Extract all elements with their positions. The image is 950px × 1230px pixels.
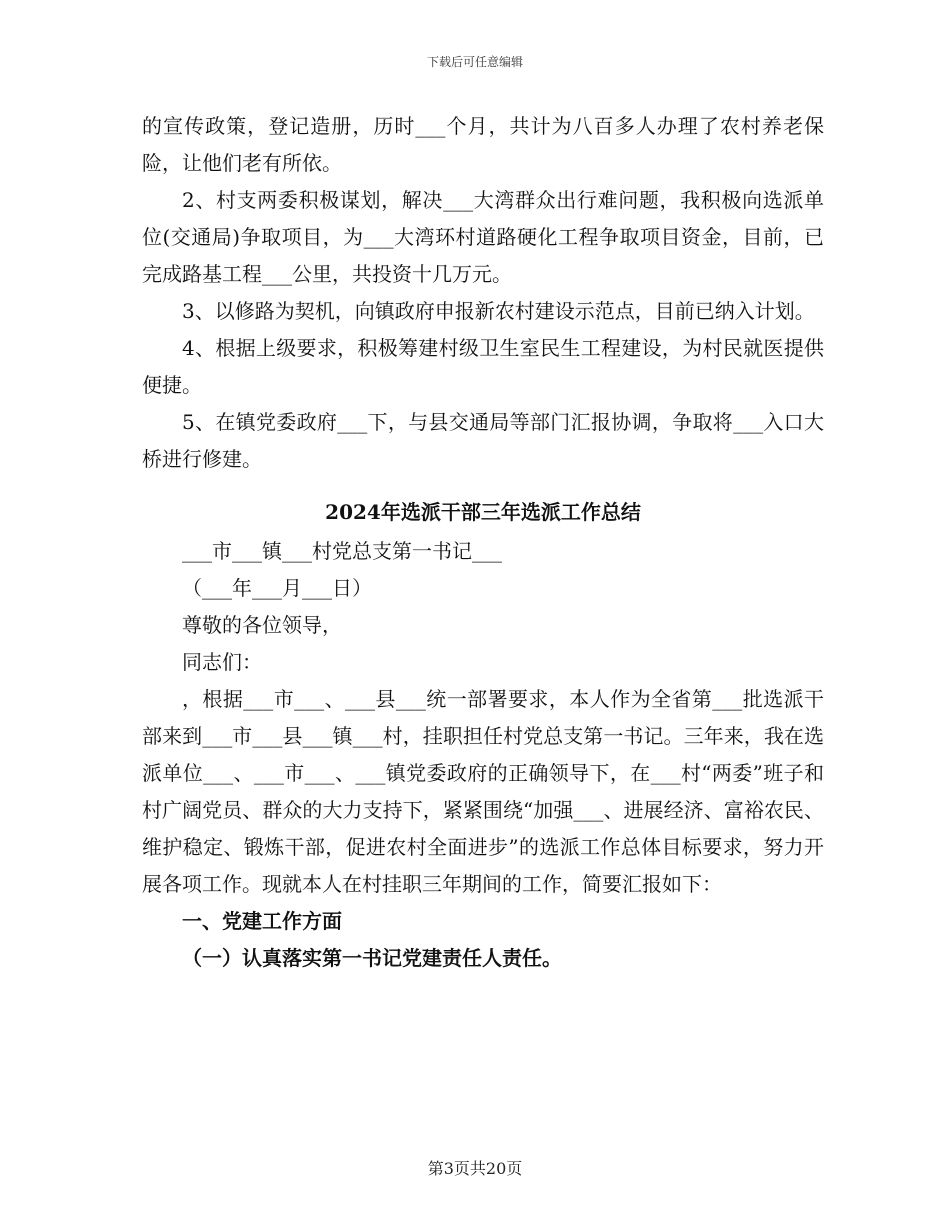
page-number: 第3页共20页: [427, 1159, 523, 1178]
heading-party-building: 一、党建工作方面: [182, 909, 342, 933]
paragraph-continuation: 的宣传政策，登记造册，历时___个月，共计为八百多人办理了农村养老保险，让他们老有所依。: [142, 114, 824, 175]
section-title: 2024年选派干部三年选派工作总结: [325, 500, 641, 524]
date-line: （___年___月___日）: [182, 576, 372, 600]
document-body: [142, 108, 824, 977]
salutation-comrades: 同志们：: [182, 650, 262, 674]
paragraph-item-2: 2、村支两委积极谋划，解决___大湾群众出行难问题，我积极向选派单位(交通局)争取项目，为___大湾环村道路硬化工程争取项目资金，目前，已完成路基工程___公里，共投资十几万元。: [142, 188, 824, 286]
page-header: 下载后可任意编辑: [426, 55, 523, 69]
paragraph-item-5: 5、在镇党委政府___下，与县交通局等部门汇报协调，争取将___入口大桥进行修建。: [142, 410, 824, 471]
salutation-leaders: 尊敬的各位领导，: [182, 613, 342, 637]
subheading-responsibility: （一）认真落实第一书记党建责任人责任。: [182, 946, 562, 970]
body-paragraph: ，根据___市___、___县___统一部署要求，本人作为全省第___批选派干部来到___市___县___镇___村，挂职担任村党总支第一书记。三年来，我在选派单位___、___市___、___镇党委政府的正确领导下，在___村“两委”班子和村广阔党员、群众的大力支持下，紧紧围绕“加强___、进展经济、富裕农民、维护稳定、锻炼干部，促进农村全面进步”的选派工作总体目标要求，努力开展各项工作。现就本人在村挂职三年期间的工作，简要汇报如下：: [142, 687, 824, 896]
author-line: ___市___镇___村党总支第一书记___: [182, 539, 502, 563]
paragraph-item-4: 4、根据上级要求，积极筹建村级卫生室民生工程建设，为村民就医提供便捷。: [142, 336, 824, 397]
paragraph-item-3: 3、以修路为契机，向镇政府申报新农村建设示范点，目前已纳入计划。: [182, 299, 815, 323]
